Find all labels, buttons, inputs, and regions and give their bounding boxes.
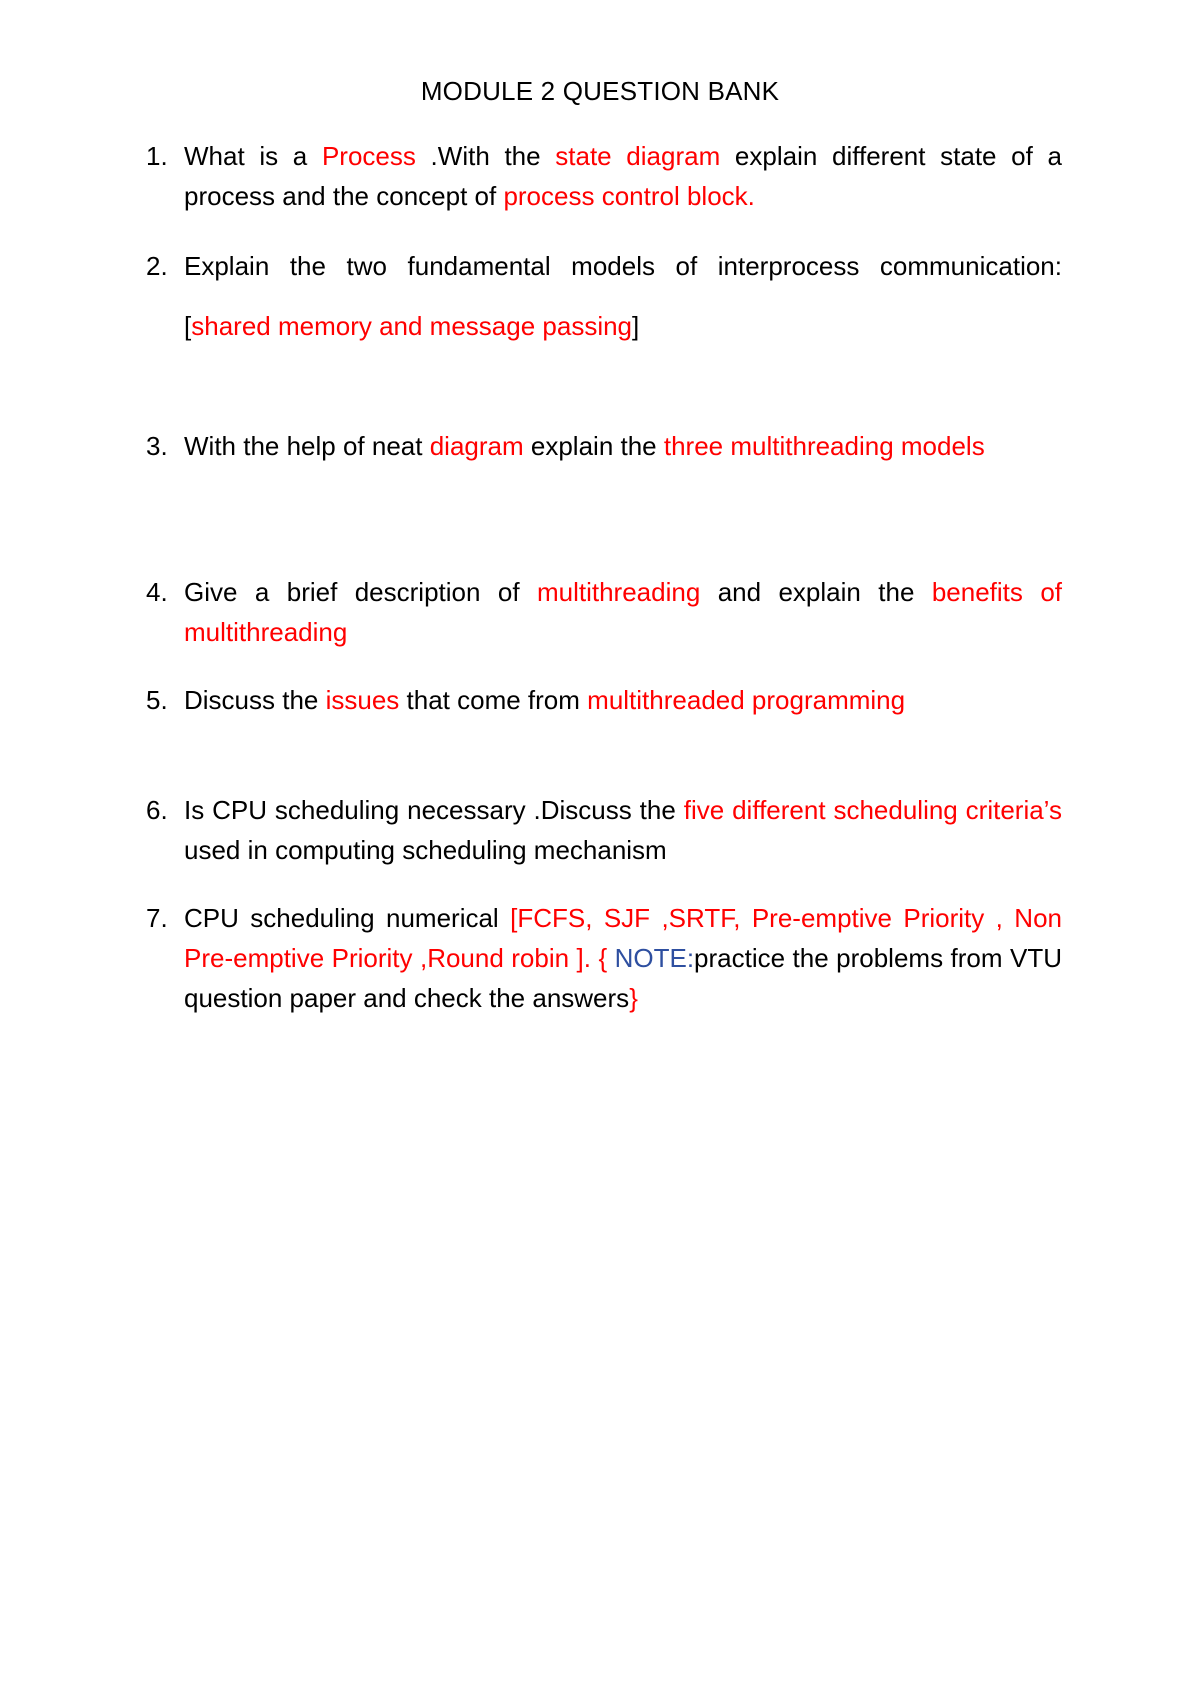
question-text-segment: With the help of neat — [184, 431, 430, 461]
question-text-segment: benefits of multithreading — [184, 577, 1062, 647]
question-item — [146, 680, 1062, 720]
question-text — [184, 236, 1062, 356]
question-number: 4. — [146, 577, 168, 607]
question-text-segment: CPU scheduling numerical — [184, 903, 511, 933]
question-number: 2. — [146, 251, 168, 281]
question-item — [146, 898, 1062, 1018]
question-text — [184, 572, 1062, 652]
question-number: 3. — [146, 431, 168, 461]
question-text-segment: five different scheduling criteria’s — [683, 795, 1062, 825]
question-text-segment: Discuss the — [184, 685, 326, 715]
question-text-segment: explain the — [523, 431, 664, 461]
question-text-segment: process control block. — [503, 181, 755, 211]
question-text-segment: ] — [632, 311, 640, 341]
question-text-segment: Give a brief description of — [184, 577, 537, 607]
question-text-segment: Explain the two fundamental models of interprocess communication: [ — [184, 251, 1062, 341]
question-text-segment: } — [629, 983, 638, 1013]
question-text-segment: multithreaded programming — [587, 685, 906, 715]
question-number: 1. — [146, 141, 168, 171]
question-text-segment: Is CPU scheduling necessary .Discuss the — [184, 795, 684, 825]
question-text-segment: diagram — [429, 431, 524, 461]
question-item — [146, 790, 1062, 870]
question-text-segment: .With the — [415, 141, 556, 171]
question-text-segment: explain different state of a process and the concept of — [184, 141, 1062, 211]
question-text-segment: state diagram — [555, 141, 721, 171]
page-title: MODULE 2 QUESTION BANK — [420, 76, 780, 106]
question-text-segment: What is a — [184, 141, 322, 171]
question-item — [146, 136, 1062, 216]
question-number: 7. — [146, 903, 168, 933]
question-text-segment: practice the problems from VTU question paper and check the answers — [184, 943, 1062, 1013]
question-number: 6. — [146, 795, 168, 825]
question-text-segment: used in computing scheduling mechanism — [184, 835, 667, 865]
question-text-segment: [FCFS, SJF ,SRTF, Pre-emptive Priority , Non Pre-emptive Priority ,Round robin ]. { — [184, 903, 1062, 973]
question-text-segment: shared memory and message passing — [191, 311, 633, 341]
question-text — [184, 426, 1062, 466]
question-text-segment: NOTE: — [607, 943, 695, 973]
question-text — [184, 790, 1062, 870]
question-text-segment: that come from — [399, 685, 588, 715]
question-text — [184, 136, 1062, 216]
question-text-segment: and explain the — [700, 577, 932, 607]
question-text-segment: three multithreading models — [663, 431, 985, 461]
question-text — [184, 680, 1062, 720]
question-text-segment: Process — [321, 141, 416, 171]
question-text — [184, 898, 1062, 1018]
question-number: 5. — [146, 685, 168, 715]
question-text-segment: issues — [325, 685, 400, 715]
question-item — [146, 572, 1062, 652]
question-item — [146, 246, 1062, 356]
question-text-segment: multithreading — [536, 577, 701, 607]
question-item — [146, 426, 1062, 466]
